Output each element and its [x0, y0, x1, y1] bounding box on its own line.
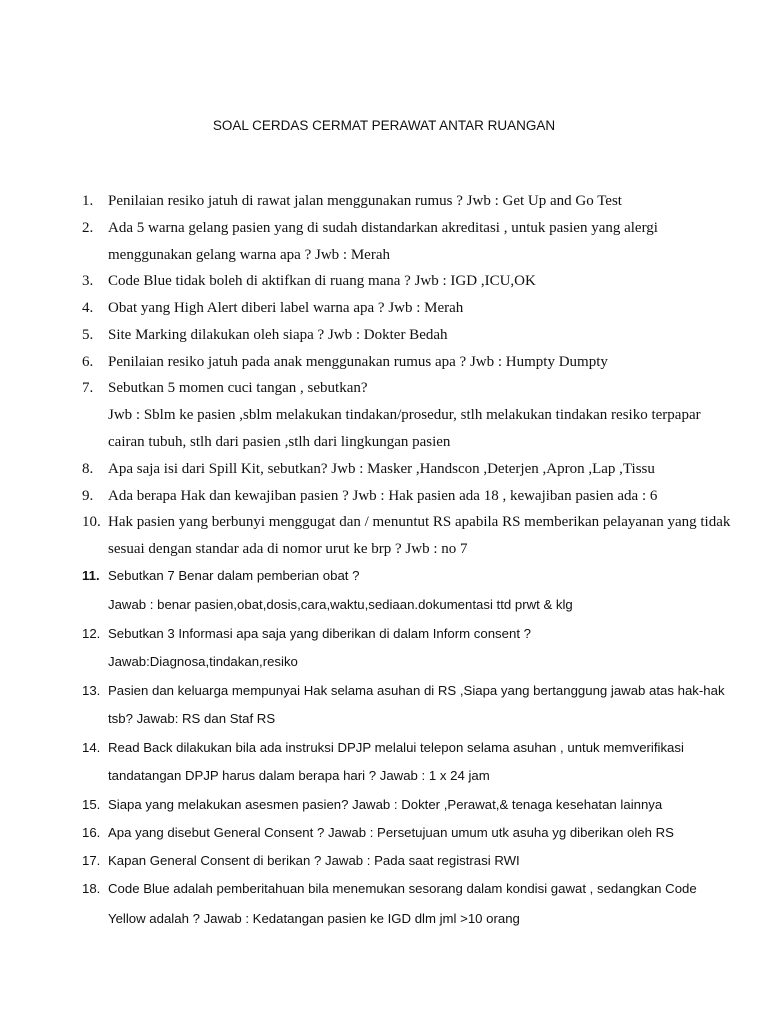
item-number: 7. — [82, 380, 94, 396]
question-text: Penilaian resiko jatuh di rawat jalan menggunakan rumus ? Jwb : Get Up and Go Test — [108, 193, 622, 209]
item-number: 9. — [82, 488, 94, 504]
question-text: Pasien dan keluarga mempunyai Hak selama asuhan di RS ,Siapa yang bertanggung jawab atas hak-hak — [108, 683, 725, 698]
question-text: Apa yang disebut General Consent ? Jawab : Persetujuan umum utk asuha yg diberikan oleh RS — [108, 825, 674, 840]
question-text: Sebutkan 3 Informasi apa saja yang diberikan di dalam Inform consent ? — [108, 626, 531, 641]
question-text: Siapa yang melakukan asesmen pasien? Jawab : Dokter ,Perawat,& tenaga kesehatan lainnya — [108, 797, 663, 812]
question-text: Code Blue tidak boleh di aktifkan di ruang mana ? Jwb : IGD ,ICU,OK — [108, 273, 536, 289]
item-number: 11. — [82, 568, 100, 583]
item-number: 4. — [82, 300, 94, 316]
answer-text: Yellow adalah ? Jawab : Kedatangan pasien ke IGD dlm jml >10 orang — [108, 911, 520, 926]
question-text: Penilaian resiko jatuh pada anak menggunakan rumus apa ? Jwb : Humpty Dumpty — [108, 354, 608, 370]
question-text: Ada 5 warna gelang pasien yang di sudah distandarkan akreditasi , untuk pasien yang alergi — [108, 220, 658, 236]
item-number: 16. — [82, 825, 101, 840]
question-text: Ada berapa Hak dan kewajiban pasien ? Jwb : Hak pasien ada 18 , kewajiban pasien ada : 6 — [108, 488, 658, 504]
question-text: Site Marking dilakukan oleh siapa ? Jwb : Dokter Bedah — [108, 327, 448, 343]
answer-text: Jawab : benar pasien,obat,dosis,cara,waktu,sediaan.dokumentasi ttd prwt & klg — [108, 597, 573, 612]
item-number: 10. — [82, 514, 101, 530]
question-text: Read Back dilakukan bila ada instruksi DPJP melalui telepon selama asuhan , untuk memverifikasi — [108, 740, 684, 755]
question-text: Code Blue adalah pemberitahuan bila menemukan sesorang dalam kondisi gawat , sedangkan Code — [108, 881, 697, 896]
question-text: Sebutkan 5 momen cuci tangan , sebutkan? — [108, 380, 368, 396]
item-number: 8. — [82, 461, 94, 477]
question-text: Sebutkan 7 Benar dalam pemberian obat ? — [108, 568, 360, 583]
answer-text: Jwb : Sblm ke pasien ,sblm melakukan tindakan/prosedur, stlh melakukan tindakan resiko terpapar — [108, 407, 701, 423]
item-number: 2. — [82, 220, 94, 236]
answer-text: tandatangan DPJP harus dalam berapa hari ? Jawab : 1 x 24 jam — [108, 768, 490, 783]
document-title: SOAL CERDAS CERMAT PERAWAT ANTAR RUANGAN — [212, 118, 556, 133]
answer-text: tsb? Jawab: RS dan Staf RS — [108, 711, 276, 726]
item-number: 18. — [82, 881, 101, 896]
item-number: 15. — [82, 797, 101, 812]
item-number: 13. — [82, 683, 101, 698]
item-number: 3. — [82, 273, 94, 289]
item-number: 1. — [82, 193, 94, 209]
question-text: Apa saja isi dari Spill Kit, sebutkan? Jwb : Masker ,Handscon ,Deterjen ,Apron ,Lap ,Tissu — [108, 461, 655, 477]
answer-text: Jawab:Diagnosa,tindakan,resiko — [108, 654, 298, 669]
question-text: Obat yang High Alert diberi label warna apa ? Jwb : Merah — [108, 300, 464, 316]
item-number: 12. — [82, 626, 101, 641]
question-text: Hak pasien yang berbunyi menggugat dan / menuntut RS apabila RS memberikan pelayanan yang tidak — [108, 514, 731, 530]
item-number: 14. — [82, 740, 101, 755]
answer-text: menggunakan gelang warna apa ? Jwb : Merah — [108, 247, 390, 263]
item-number: 17. — [82, 853, 101, 868]
item-number: 5. — [82, 327, 94, 343]
question-text: Kapan General Consent di berikan ? Jawab : Pada saat registrasi RWI — [108, 853, 520, 868]
item-number: 6. — [82, 354, 94, 370]
answer-text: cairan tubuh, stlh dari pasien ,stlh dari lingkungan pasien — [108, 434, 451, 450]
answer-text: sesuai dengan standar ada di nomor urut ke brp ? Jwb : no 7 — [108, 541, 468, 557]
